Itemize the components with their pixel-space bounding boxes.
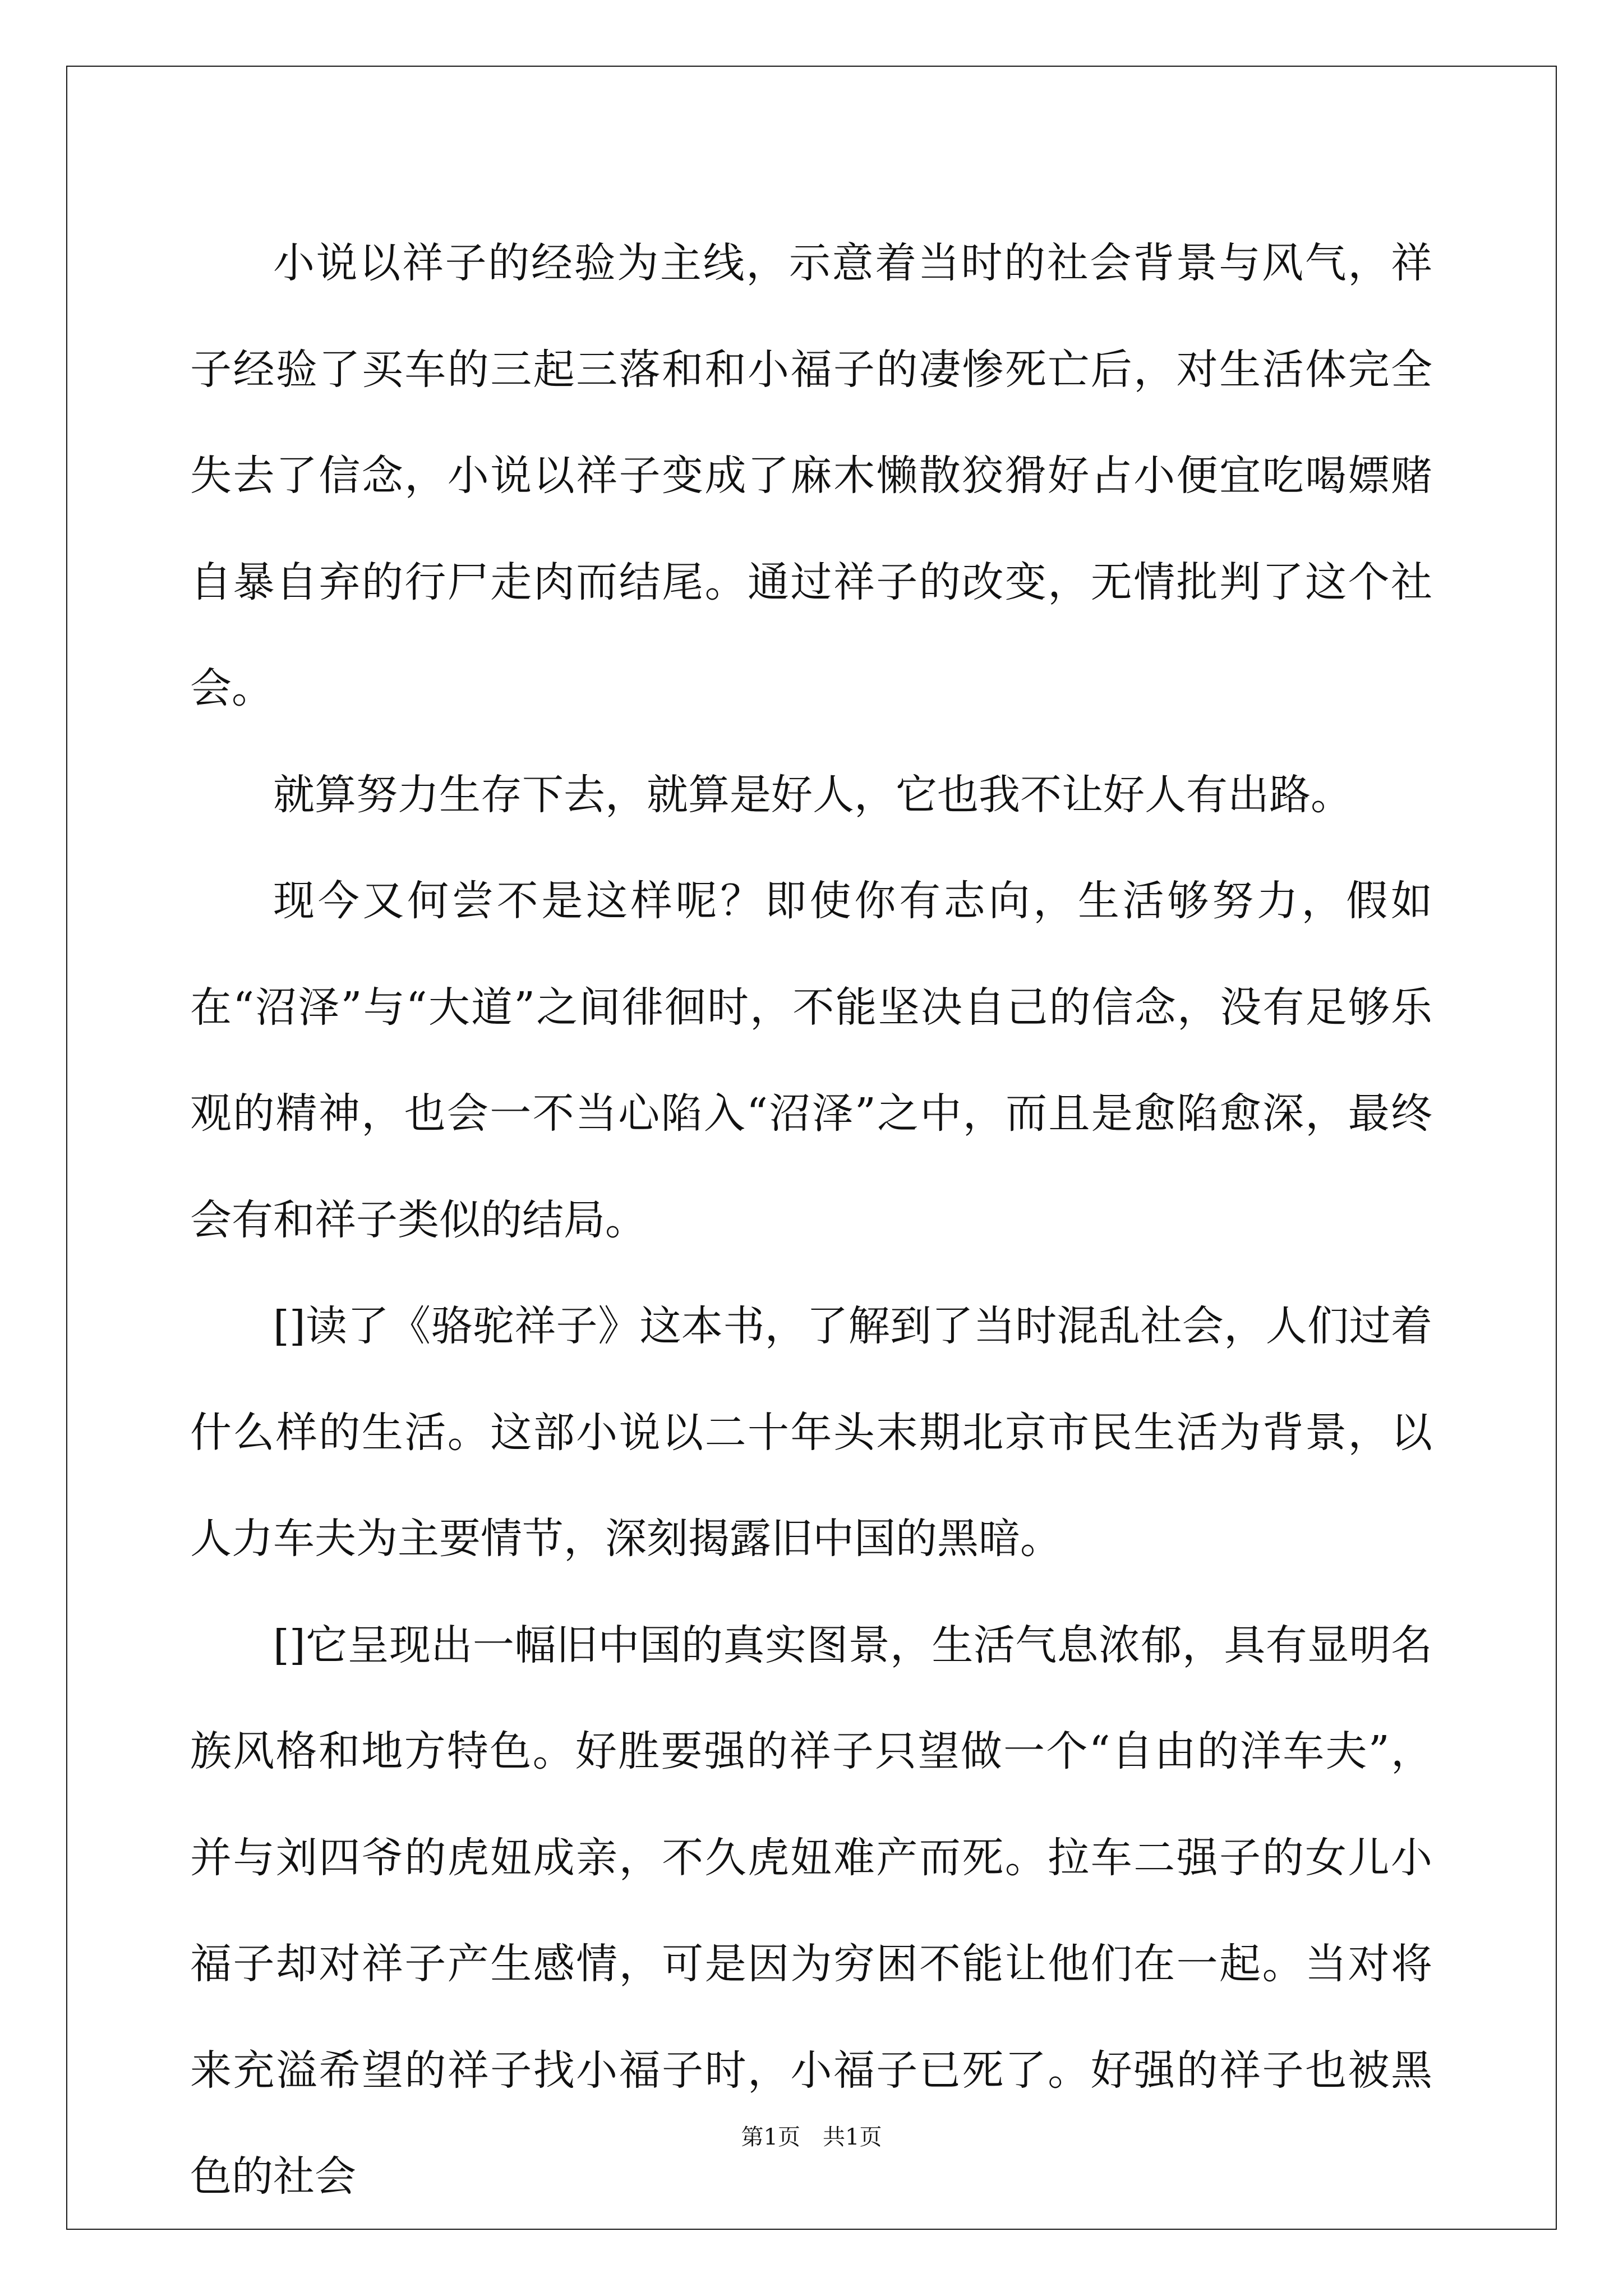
paragraph: 就算努力生存下去，就算是好人，它也我不让好人有出路。: [273, 770, 1352, 819]
document-body: [190, 210, 1432, 2230]
paragraph: 小说以祥子的经验为主线，示意着当时的社会背景与风气，祥子经验了买车的三起三落和和小福子的凄惨死亡后，对生活体完全失去了信念，小说以祥子变成了麻木懒散狡猾好占小便宜吃喝嫖赌自暴自弃的行尸走肉而结尾。通过祥子的改变，无情批判了这个社会。: [190, 239, 1432, 712]
paragraph: []读了《骆驼祥子》这本书，了解到了当时混乱社会，人们过着什么样的生活。这部小说以二十年头末期北京市民生活为背景，以人力车夫为主要情节，深刻揭露旧中国的黑暗。: [190, 1302, 1432, 1563]
paragraph: []它呈现出一幅旧中国的真实图景，生活气息浓郁，具有显明名族风格和地方特色。好胜要强的祥子只望做一个“自由的洋车夫”，并与刘四爷的虎妞成亲，不久虎妞难产而死。拉车二强子的女儿小福子却对祥子产生感情，可是因为穷困不能让他们在一起。当对将来充溢希望的祥子找小福子时，小福子已死了。好强的祥子也被黑色的社会: [190, 1621, 1432, 2201]
page-number-footer: 第1页 共1页: [741, 2124, 882, 2150]
paragraph: 现今又何尝不是这样呢？即使你有志向，生活够努力，假如在“沼泽”与“大道”之间徘徊时，不能坚决自己的信念，没有足够乐观的精神，也会一不当心陷入“沼泽”之中，而且是愈陷愈深，最终会有和祥子类似的结局。: [190, 877, 1432, 1244]
